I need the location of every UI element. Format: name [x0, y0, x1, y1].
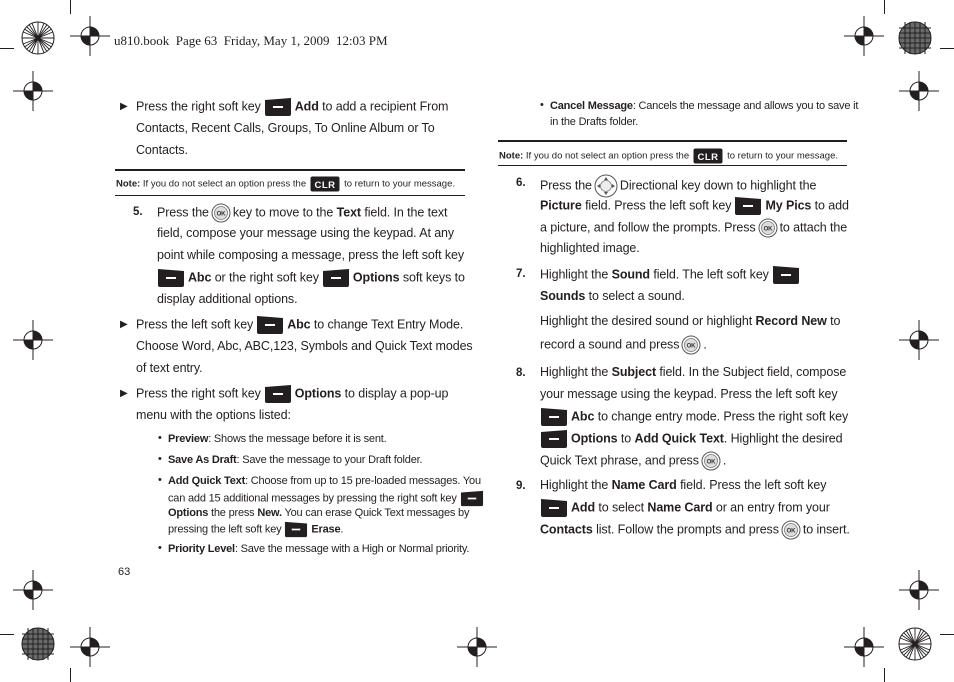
crosshair-icon: [844, 627, 884, 667]
bullet-dot-icon: •: [540, 99, 544, 111]
right-soft-key-icon: [264, 384, 292, 404]
bullet1-line1: Press the right soft key Add to add a recipient From: [136, 97, 448, 117]
clr-key-icon: [693, 148, 723, 164]
step7-line4: record a sound and press .: [540, 335, 707, 355]
bullet3-line1: Press the right soft key Options to display a pop-up: [136, 384, 448, 404]
crosshair-icon: [899, 320, 939, 360]
bullet-dot-icon: •: [158, 432, 162, 444]
bullet-dot-icon: •: [158, 474, 162, 486]
triangle-bullet-icon: ▶: [120, 319, 128, 330]
step6-line1: Press the Directional key down to highlight the: [540, 174, 816, 198]
bullet1-line2: Contacts, Recent Calls, Groups, To Online Album or To: [136, 121, 435, 135]
star-registration-icon: [21, 21, 55, 55]
crosshair-icon: [13, 71, 53, 111]
note2-top-rule: [498, 140, 847, 142]
right-soft-key-icon: [264, 97, 292, 117]
left-soft-key-icon: [772, 265, 800, 285]
step6-line3: a picture, and follow the prompts. Press to attach the: [540, 218, 847, 238]
bullet2-line2: Choose Word, Abc, ABC,123, Symbols and Quick Text modes: [136, 339, 473, 353]
option-add-quick-text-line3: Options the press New. You can erase Quick Text messages by: [168, 507, 470, 519]
step5-line1: Press the key to move to the Text field. In the text: [157, 203, 447, 223]
step5-line2: field, compose your message using the keypad. At any: [157, 226, 455, 240]
option-cancel-message-line1: Cancel Message: Cancels the message and allows you to save it: [550, 100, 859, 112]
ok-key-icon: [781, 520, 801, 540]
left-soft-key-icon: [540, 407, 568, 427]
bullet3-line2: menu with the options listed:: [136, 408, 291, 422]
note1: Note: If you do not select an option press the to return to your message.: [116, 176, 455, 192]
left-soft-key-icon: [540, 498, 568, 518]
option-add-quick-text-line1: Add Quick Text: Choose from up to 15 pre-loaded messages. You: [168, 475, 481, 487]
ok-key-icon: [211, 203, 231, 223]
note2-bottom-rule: [498, 165, 847, 166]
note2: Note: If you do not select an option press the to return to your message.: [499, 148, 838, 164]
step5-number: 5.: [133, 206, 143, 218]
crosshair-icon: [899, 570, 939, 610]
book-header: u810.book Page 63 Friday, May 1, 2009 12:03 PM: [114, 33, 388, 48]
step8-number: 8.: [516, 367, 526, 379]
crosshair-icon: [457, 627, 497, 667]
step5-line4: Abc or the right soft key Options soft keys to: [157, 268, 465, 288]
right-soft-key-icon: [460, 490, 484, 507]
left-soft-key-icon: [157, 268, 185, 288]
option-cancel-message-line2: in the Drafts folder.: [550, 116, 639, 128]
step5-line3: point while composing a message, press the left soft key: [157, 248, 465, 262]
left-soft-key-icon: [734, 196, 762, 216]
bullet1-line3: Contacts.: [136, 143, 188, 157]
directional-key-icon: [594, 174, 618, 198]
crosshair-icon: [70, 16, 110, 56]
option-save-as-draft: Save As Draft: Save the message to your Draft folder.: [168, 454, 423, 466]
step7-line3: Highlight the desired sound or highlight Record New to: [540, 314, 841, 328]
grid-registration-icon: [21, 627, 55, 661]
step9-line2: Add to select Name Card or an entry from your: [540, 498, 830, 518]
triangle-bullet-icon: ▶: [120, 101, 128, 112]
ok-key-icon: [681, 335, 701, 355]
step8-line2: your message using the keypad. Press the left soft key: [540, 387, 838, 401]
option-add-quick-text-line4: pressing the left soft key Erase.: [168, 521, 343, 538]
right-soft-key-icon: [540, 429, 568, 449]
left-soft-key-icon: [284, 521, 308, 538]
option-add-quick-text-line2: can add 15 additional messages by pressing the right soft key: [168, 490, 487, 507]
step8-line3: Abc to change entry mode. Press the right soft key: [540, 407, 848, 427]
step6-number: 6.: [516, 177, 526, 189]
step9-line1: Highlight the Name Card field. Press the left soft key: [540, 478, 827, 492]
step8-line5: Quick Text phrase, and press .: [540, 451, 726, 471]
ok-key-icon: [758, 218, 778, 238]
note1-top-rule: [115, 169, 465, 171]
step9-line3: Contacts list. Follow the prompts and press to insert.: [540, 520, 850, 540]
bullet-dot-icon: •: [158, 453, 162, 465]
step6-line4: highlighted image.: [540, 241, 640, 255]
crosshair-icon: [70, 627, 110, 667]
step8-line1: Highlight the Subject field. In the Subject field, compose: [540, 365, 847, 379]
star-registration-icon: [898, 627, 932, 661]
step7-line1: Highlight the Sound field. The left soft key: [540, 265, 803, 285]
crosshair-icon: [13, 570, 53, 610]
step7-line2: Sounds to select a sound.: [540, 289, 685, 303]
ok-key-icon: [701, 451, 721, 471]
page-number: 63: [118, 566, 131, 578]
crosshair-icon: [844, 16, 884, 56]
option-preview: Preview: Shows the message before it is sent.: [168, 433, 387, 445]
option-priority-level: Priority Level: Save the message with a High or Normal priority.: [168, 543, 470, 555]
crosshair-icon: [899, 71, 939, 111]
step6-line2: Picture field. Press the left soft key My Pics to add: [540, 196, 849, 216]
triangle-bullet-icon: ▶: [120, 388, 128, 399]
bullet-dot-icon: •: [158, 542, 162, 554]
step7-number: 7.: [516, 268, 526, 280]
step9-number: 9.: [516, 480, 526, 492]
step8-line4: Options to Add Quick Text. Highlight the desired: [540, 429, 842, 449]
left-soft-key-icon: [256, 315, 284, 335]
step5-line5: display additional options.: [157, 292, 298, 306]
bullet2-line1: Press the left soft key Abc to change Text Entry Mode.: [136, 315, 463, 335]
grid-registration-icon: [898, 21, 932, 55]
crosshair-icon: [13, 320, 53, 360]
bullet2-line3: of text entry.: [136, 361, 203, 375]
clr-key-icon: [310, 176, 340, 192]
right-soft-key-icon: [322, 268, 350, 288]
note1-bottom-rule: [115, 195, 465, 196]
